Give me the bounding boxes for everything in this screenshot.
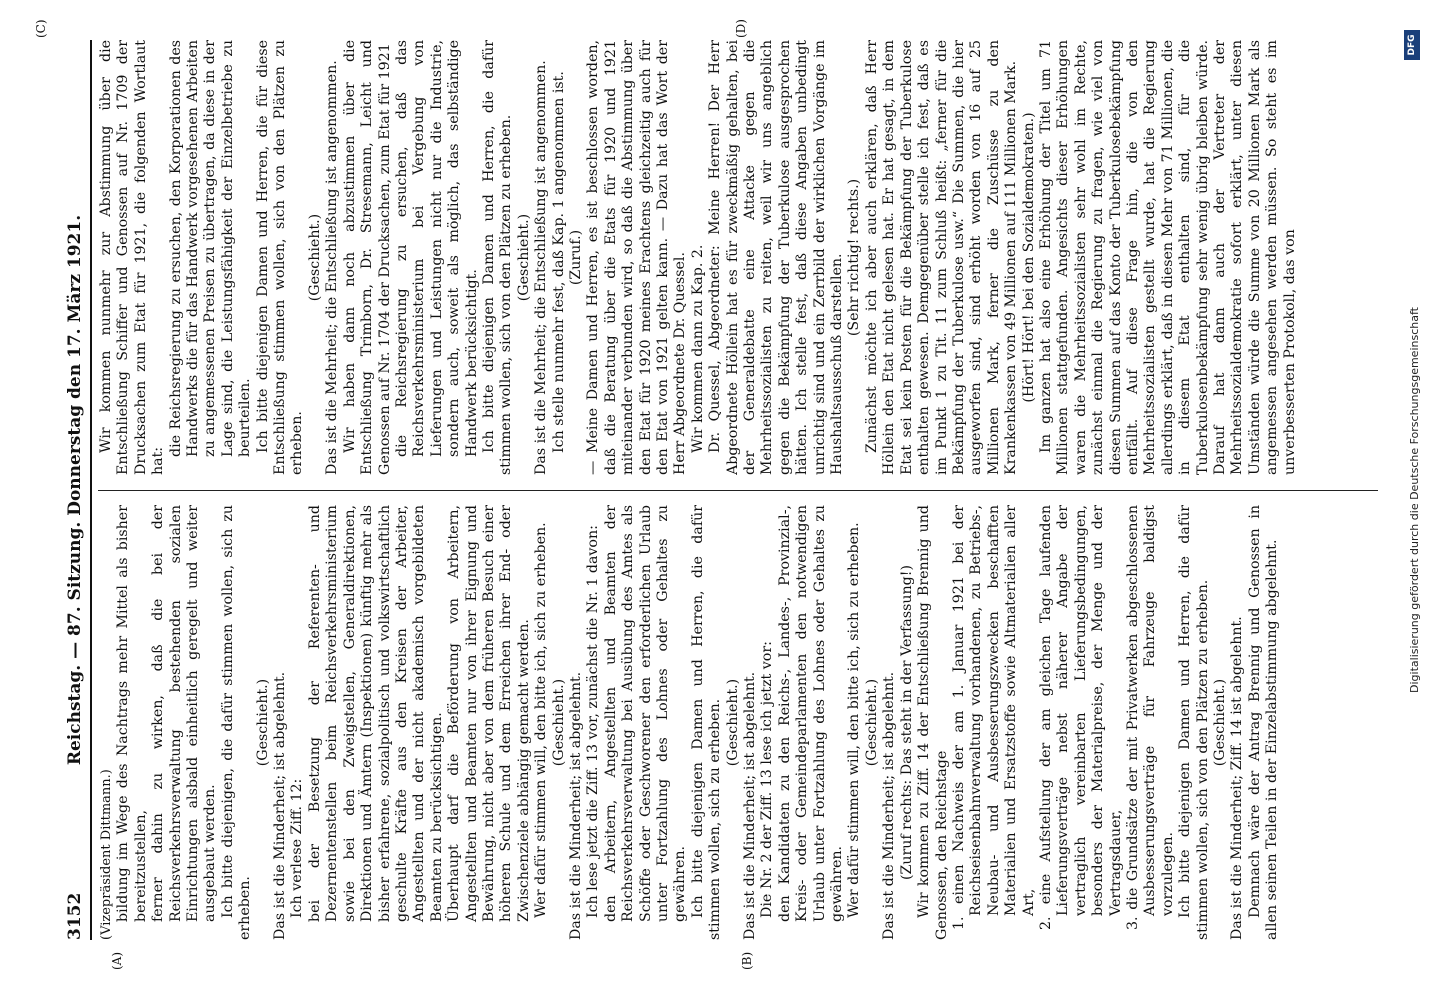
paragraph: — Meine Damen und Herren, es ist beschlossen worden, daß die Beratung über die Etats für 1920 und 1921 miteinander verbunden wird, so daß die Abstimmung über den Etat für 1920 meines Erachtens gleichzeitig auch für den Etat von 1921 gelten kann. — Dazu hat das Wort der Herr Abgeordnete Dr. Quessel. [585, 40, 689, 475]
paragraph: 2. eine Aufstellung der am gleichen Tage laufenden Lieferungsverträge nebst näherer Angabe der vertraglich vereinbarten Lieferungsbedingungen, besonders der Materialpreise, der Menge und der Vertragsdauer, [1037, 505, 1124, 930]
paragraph: Die Nr. 2 der Ziff. 13 lese ich jetzt vor: [759, 641, 776, 918]
right-column [98, 40, 1380, 475]
paragraph: Das ist die Minderheit; ist abgelehnt. [272, 671, 289, 940]
paragraph: Wir kommen dann zu Kap. 2. [689, 244, 706, 453]
paragraph: Das ist die Mehrheit; die Entschließung ist angenommen. [324, 60, 341, 475]
paragraph: Das ist die Minderheit; ist abgelehnt. [742, 671, 759, 940]
paragraph: den Arbeitern, Angestellten und Beamten der Reichsverkehrsverwaltung bei Ausübung des Amtes als Schöffe oder Geschworener den erforderlichen Urlaub unter Fortzahlung des Lohnes oder Gehaltes zu gewähren. [602, 505, 689, 922]
paragraph: Ich bitte diejenigen Damen und Herren, die dafür stimmen wollen, sich von den Plätzen zu erheben. [1177, 505, 1211, 940]
paragraph: (Geschieht.) [550, 678, 567, 767]
paragraph: Demnach wäre der Antrag Brennig und Genossen in allen seinen Teilen in der Einzelabstimmung abgelehnt. [1246, 505, 1281, 940]
margin-marker-b: (B) [740, 951, 754, 970]
paragraph: die Reichsregierung zu ersuchen, daß das Reichsverkehrsministerium bei Vergebung von Lieferungen und Leistungen nicht nur die Industrie, sondern auch, soweit als möglich, das selbständige Handwerk berücksichtigt. [393, 40, 480, 457]
paragraph: Ich verlese Ziff. 12: [289, 778, 306, 918]
paragraph: (Zuruf.) [567, 229, 584, 286]
paragraph: Das ist die Minderheit; ist abgelehnt. [567, 671, 584, 940]
paragraph: Wer dafür stimmen will, den bitte ich, sich zu erheben. [533, 522, 550, 918]
paragraph: Wir kommen nunmehr zur Abstimmung über die Entschließung Schiffer und Genossen auf Nr. 1709 der Drucksachen zum Etat für 1921, die folgenden Wortlaut hat: [98, 40, 167, 475]
paragraph: 1. einen Nachweis der am 1. Januar 1921 bei der Reichseisenbahnverwaltung vorhandenen, zu Betriebs-, Neubau- und Ausbesserungszwecken beschafften Materialien und Ersatzstoffe sowie Altmaterialien aller Art, [950, 505, 1037, 930]
paragraph: Ich bitte diejenigen, die dafür stimmen wollen, sich zu erheben. [219, 505, 254, 940]
paragraph: (Geschieht.) [515, 213, 532, 302]
page-number: 3152 [65, 892, 85, 940]
paragraph: Wer dafür stimmen will, den bitte ich, sich zu erheben. [846, 522, 863, 918]
paragraph: Dr. Quessel, Abgeordneter: Meine Herren! Der Herr Abgeordnete Höllein hat es für zweckmäßig gehalten, bei der Generaldebatte eine Attacke gegen die Mehrheitssozialisten zu reiten, weil wir uns angeblich gegen die Bekämpfung der Tuberkulose ausgesprochen hätten. Ich stelle fest, daß diese Angaben unbedingt unrichtig sind und ein Zerrbild der wirklichen Vorgänge im Haushaltsausschuß darstellen. [707, 40, 846, 475]
paragraph: (Geschieht.) [863, 678, 880, 767]
paragraph: den Kandidaten zu den Reichs-, Landes-, Provinzial-, Kreis- oder Gemeindeparlamenten den notwendigen Urlaub unter Fortzahlung des Lohnes oder Gehaltes zu gewähren. [776, 505, 846, 922]
page-title: Reichstag. — 87. Sitzung. Donnerstag den 17. März 1921. [65, 214, 85, 766]
paragraph: die Reichsregierung zu ersuchen, den Korporationen des Handwerks die für das Handwerk vorgesehenen Arbeiten zu angemessenen Preisen zu übertragen, da diese in der Lage sind, die Leistungsfähigkeit der Einzelbetriebe zu beurteilen. [167, 40, 254, 457]
page-header [62, 40, 88, 940]
paragraph: (Geschieht.) [724, 678, 741, 767]
paragraph: (Geschieht.) [254, 678, 271, 767]
paragraph: Ich lese jetzt die Ziff. 13 vor, zunächst die Nr. 1 davon: [585, 525, 602, 918]
margin-marker-a: (A) [110, 951, 124, 970]
paragraph: Das ist die Minderheit; ist abgelehnt. [881, 671, 898, 940]
paragraph: ferner dahin zu wirken, daß die bei der Reichsverkehrsverwaltung bestehenden sozialen Einrichtungen alsbald einheitlich geregelt und weiter ausgebaut werden. [150, 505, 219, 922]
paragraph: bei der Besetzung der Referenten- und Dezernentenstellen beim Reichsverkehrsministerium sowie bei den Zweigstellen, Generaldirektionen, Direktionen und Ämtern (Inspektionen) künftig mehr als bisher erfahrene, sozialpolitisch und volkswirtschaftlich geschulte Kräfte aus den Kreisen der Arbeiter, Angestellten und der nicht akademisch vorgebildeten Beamten zu berücksichtigen. [306, 505, 445, 922]
paragraph: (Hört! Hört! bei den Sozialdemokraten.) [1020, 112, 1037, 403]
paragraph: (Vizepräsident Dittmann.) [99, 769, 114, 940]
paragraph: Ich bitte diejenigen Damen und Herren, die dafür stimmen wollen, sich von den Plätzen zu erheben. [480, 40, 515, 475]
paragraph: Wir kommen zu Ziff. 14 der Entschließung Brennig und Genossen, den Reichstage [916, 505, 950, 940]
paragraph: Ich bitte diejenigen Damen und Herren, die für diese Entschließung stimmen wollen, sich von den Plätzen zu erheben. [254, 40, 306, 475]
paragraph: Zunächst möchte ich aber auch erklären, daß Herr Höllein den Etat nicht gelesen hat. Er hat gesagt, in dem Etat sei kein Posten für die Bekämpfung der Tuberkulose enthalten gewesen. Demgegenüber stelle ich fest, daß es im Punkt 1 zu Tit. 11 zum Schluß heißt: „ferner für die Bekämpfung der Tuberkulose usw.“ Die Summen, die hier ausgeworfen sind, sind erhöht worden von 16 auf 25 Millionen Mark, ferner die Zuschüsse zu den Krankenkassen von 49 Millionen auf 111 Millionen Mark. [863, 40, 1020, 475]
paragraph: Im ganzen hat also eine Erhöhung der Titel um 71 Millionen stattgefunden. Angesichts dieser Erhöhungen waren die Mehrheitssozialisten sehr wohl im Rechte, zunächst einmal die Regierung zu fragen, wie viel von diesen Summen auf das Konto der Tuberkulosebekämpfung entfällt. Auf diese Frage hin, die von den Mehrheitssozialisten gestellt wurde, hat die Regierung allerdings erklärt, daß in diesen Mehr von 71 Millionen, die in diesem Etat enthalten sind, für die Tuberkulosenbekämpfung sehr wenig übrig bleiben würde. Darauf hat dann auch der Vertreter der Mehrheitssozialdemokratie sofort erklärt, unter diesen Umständen würde die Summe von 20 Millionen Mark als angemessen angesehen werden müssen. So steht es im unverbesserten Protokoll, das von [1037, 40, 1298, 475]
paragraph: Wir haben dann noch abzustimmen über die Entschließung Trimborn, Dr. Stresemann, Leicht und Genossen auf Nr. 1704 der Drucksachen, zum Etat für 1921 [341, 40, 393, 475]
paragraph: Das ist die Mehrheit; die Entschließung ist angenommen. [533, 60, 550, 475]
paragraph: bildung im Wege des Nachtrags mehr Mittel als bisher bereitzustellen, [115, 505, 149, 922]
margin-marker-d: (D) [734, 19, 748, 38]
header-rule [90, 40, 92, 940]
paragraph: (Sehr richtig! rechts.) [846, 178, 863, 337]
paragraph: Ich bitte diejenigen Damen und Herren, die dafür stimmen wollen, sich zu erheben. [689, 505, 724, 940]
paragraph: 3. die Grundsätze der mit Privatwerken abgeschlossenen Ausbesserungsverträge für Fahrzeuge baldigst vorzulegen. [1124, 505, 1176, 930]
column-divider [98, 490, 1378, 491]
left-column [98, 505, 1380, 940]
dfg-logo: DFG [1404, 30, 1420, 60]
paragraph: Das ist die Minderheit; Ziff. 14 ist abgelehnt. [1229, 616, 1246, 940]
paragraph: Überhaupt darf die Beförderung von Arbeitern, Angestellten und Beamten nur von ihrer Eignung und Bewährung, nicht aber von dem früheren Besuch einer höheren Schule und dem Erreichen ihrer End- oder Zwischenziele abhängig gemacht werden. [446, 505, 532, 922]
paragraph: Ich stelle nunmehr fest, daß Kap. 1 angenommen ist. [550, 71, 567, 453]
footer-credit: Digitalisierung gefördert durch die Deutsche Forschungsgemeinschaft [1408, 307, 1421, 693]
margin-marker-c: (C) [34, 19, 48, 38]
paragraph: (Geschieht.) [306, 213, 323, 302]
paragraph: (Zuruf rechts: Das steht in der Verfassung!) [898, 564, 915, 881]
paragraph: (Geschieht.) [1212, 678, 1228, 767]
